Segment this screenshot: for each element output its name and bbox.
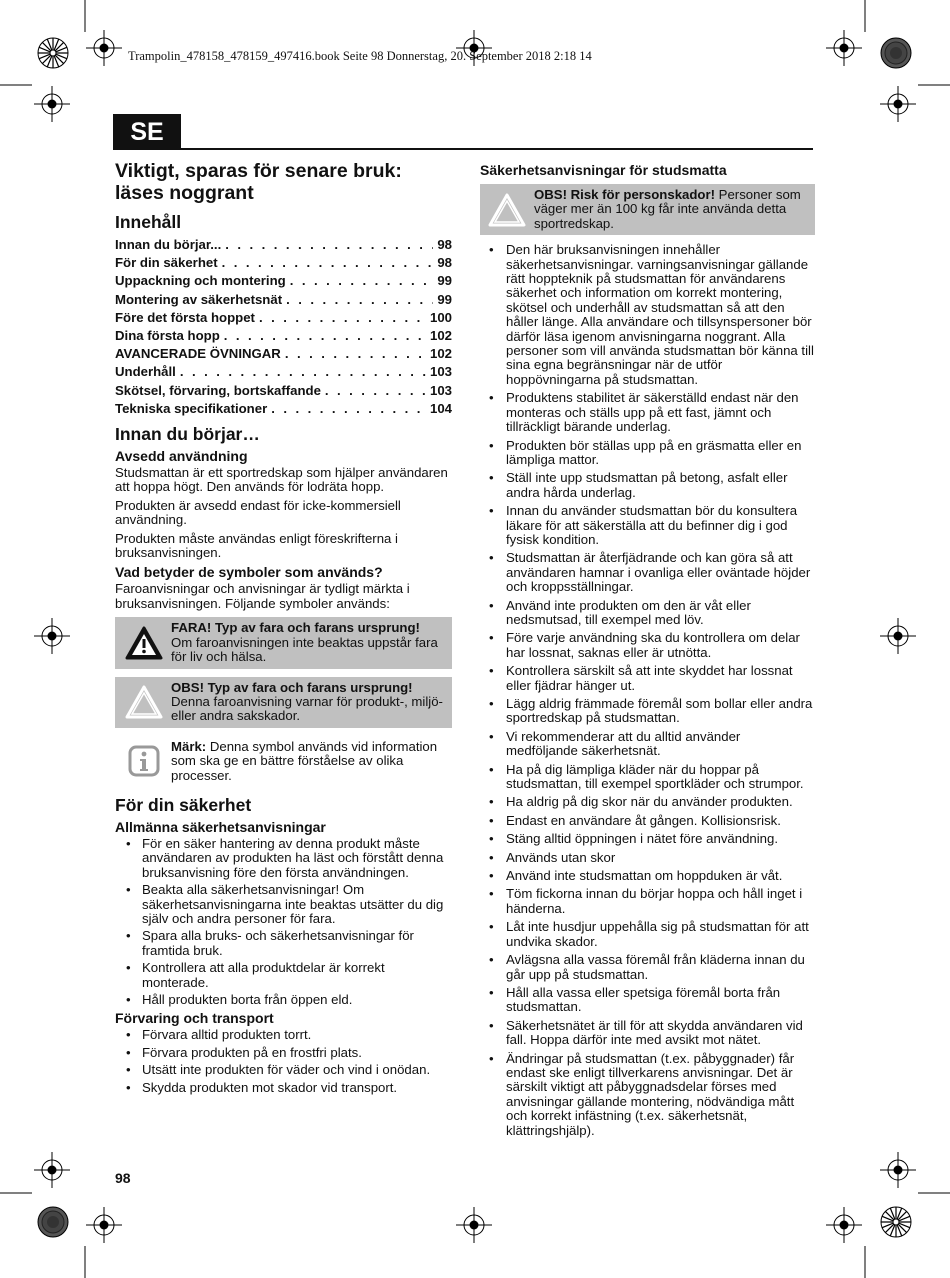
- warning-text: Personer som väger mer än 100 kg får inte använda detta sportredskap.: [534, 187, 801, 231]
- list-item: • Kontrollera att alla produktdelar är korrekt monterade.: [115, 961, 452, 990]
- list-item: • Lägg aldrig främmade föremål som bollar eller andra sportredskap på studsmattan.: [480, 697, 815, 726]
- list-item: • Används utan skor: [480, 851, 815, 865]
- danger-lead: FARA! Typ av fara och farans ursprung!: [171, 620, 420, 636]
- list-item: • Produkten bör ställas upp på en gräsmatta eller en lämpliga mattor.: [480, 439, 815, 468]
- right-column: [480, 160, 815, 1142]
- trampoline-safety-heading: Säkerhetsanvisningar för studsmatta: [480, 162, 727, 178]
- language-tag: SE: [113, 114, 181, 150]
- toc-entry-title: Innan du börjar...: [115, 237, 222, 252]
- toc-leader-dots: [285, 345, 426, 363]
- toc-entry-title: Uppackning och montering: [115, 273, 286, 289]
- danger-warning-icon: [121, 621, 167, 664]
- toc-entry-title: Underhåll: [115, 364, 176, 380]
- list-item: • Kontrollera särskilt så att inte skyddet har lossnat eller fjädrar hänger ut.: [480, 664, 815, 693]
- list-item: • Ha på dig lämpliga kläder när du hoppar på studsmattan, till exempel sportkläder och strumpor.: [480, 763, 815, 792]
- toc-entry-title: Dina första hopp: [115, 328, 220, 344]
- toc-leader-dots: [180, 363, 426, 381]
- list-item: • Stäng alltid öppningen i nätet före användning.: [480, 832, 815, 846]
- list-item: • Produktens stabilitet är säkerställd endast när den monteras och ställs upp på ett fast, jämnt och tillräckligt bärande underlag.: [480, 391, 815, 434]
- header-rule: [113, 148, 813, 150]
- list-item: • Skydda produkten mot skador vid transport.: [115, 1081, 452, 1095]
- toc-leader-dots: [222, 254, 434, 272]
- list-item: • Den här bruksanvisningen innehåller säkerhetsanvisningar. varningsanvisningar gällande rätt hoppteknik på studsmattan för användarens säkerhet och information om korrekt montering, skötsel och underhåll av studsmattan så att den håller länge. Alla användare och tillsynspersoner bör därför läsa igenom anvisningarna noggrant. Alla personer som vill använda studsmattan bör känna till sina egna begränsningar när de utför hoppövningarna på studsmattan.: [480, 243, 815, 387]
- left-column: [115, 160, 452, 1098]
- toc-entry-page: 104: [429, 400, 452, 416]
- list-item: • För en säker hantering av denna produkt måste användaren av produkten ha läst och förstått denna bruksanvisning före den första användningen.: [115, 837, 452, 880]
- toc-entry: [115, 236, 452, 254]
- toc-heading: Innehåll: [115, 212, 182, 232]
- toc-leader-dots: [259, 309, 426, 327]
- page-number: 98: [115, 1170, 131, 1186]
- toc-entry-title: Skötsel, förvaring, bortskaffande: [115, 382, 321, 398]
- list-item: • Endast en användare åt gången. Kollisionsrisk.: [480, 814, 815, 828]
- toc-leader-dots: [286, 291, 433, 309]
- list-item: • Avlägsna alla vassa föremål från kläderna innan du går upp på studsmattan.: [480, 953, 815, 982]
- intended-use-text: Produkten är avsedd endast för icke-kommersiell användning.: [115, 497, 401, 528]
- note-lead: Märk:: [171, 738, 207, 754]
- weight-warning-notice: [480, 184, 815, 235]
- toc-entry-title: AVANCERADE ÖVNINGAR: [115, 346, 281, 362]
- trampoline-safety-list: [480, 243, 815, 1138]
- print-slug: Trampolin_478158_478159_497416.book Seite 98 Donnerstag, 20. September 2018 2:18 14: [128, 49, 592, 63]
- toc-entry-title: För din säkerhet: [115, 255, 218, 271]
- toc-entry-page: 103: [429, 382, 452, 398]
- list-item: • Håll produkten borta från öppen eld.: [115, 993, 452, 1007]
- toc-entry: [115, 400, 452, 418]
- list-item: • Använd inte studsmattan om hoppduken är våt.: [480, 869, 815, 883]
- list-item: • Ändringar på studsmattan (t.ex. påbyggnader) får endast ske enligt tillverkarens anvisningar. Det är särskilt viktigt att påbyggnadsdelar förses med anvisningar gällande montering, nödvändiga mått och korrekt infästning (t.ex. säkerhetsnät, klättringshjälp).: [480, 1052, 815, 1138]
- intended-use-heading: Avsedd användning: [115, 448, 248, 465]
- toc-entry-page: 100: [429, 309, 452, 325]
- toc-entry: [115, 291, 452, 309]
- intended-use-text: Studsmattan är ett sportredskap som hjälper användaren att hoppa högt. Den används för lodräta hopp.: [115, 465, 448, 495]
- toc-leader-dots: [290, 272, 434, 290]
- caution-warning-icon: [121, 681, 167, 724]
- info-note: [115, 736, 452, 787]
- symbols-intro: Faroanvisningar och anvisningar är tydligt märkta i bruksanvisningen. Följande symboler används:: [115, 581, 410, 611]
- list-item: • Beakta alla säkerhetsanvisningar! Om säkerhetsanvisningarna inte beaktas utsätter du dig själv och andra personer för fara.: [115, 883, 452, 926]
- list-item: • Töm fickorna innan du börjar hoppa och håll inget i händerna.: [480, 887, 815, 916]
- table-of-contents: [115, 236, 452, 418]
- caution-warning-icon: [484, 188, 530, 231]
- caution-text: Denna faroanvisning varnar för produkt-, miljö- eller andra sakskador.: [171, 693, 443, 724]
- toc-entry-page: 99: [437, 291, 452, 307]
- symbols-heading: Vad betyder de symboler som används?: [115, 564, 383, 581]
- toc-entry-page: 98: [437, 255, 452, 271]
- toc-entry: [115, 363, 452, 381]
- list-item: • Håll alla vassa eller spetsiga föremål borta från studsmattan.: [480, 986, 815, 1015]
- toc-entry: [115, 254, 452, 272]
- safety-heading: För din säkerhet: [115, 794, 252, 815]
- toc-leader-dots: [225, 236, 433, 254]
- list-item: • Säkerhetsnätet är till för att skydda användaren vid fall. Hoppa därför inte med avsikt mot nätet.: [480, 1019, 815, 1048]
- toc-entry-page: 102: [429, 328, 452, 344]
- info-icon: [121, 740, 167, 783]
- list-item: • Spara alla bruks- och säkerhetsanvisningar för framtida bruk.: [115, 929, 452, 958]
- toc-entry: [115, 272, 452, 290]
- toc-leader-dots: [325, 382, 426, 400]
- list-item: • Låt inte husdjur uppehålla sig på studsmattan för att undvika skador.: [480, 920, 815, 949]
- list-item: • Förvara alltid produkten torrt.: [115, 1028, 452, 1042]
- list-item: • Före varje användning ska du kontrollera om delar har lossnat, saknas eller är utnötta.: [480, 631, 815, 660]
- page-title: Viktigt, sparas för senare bruk: läses noggrant: [115, 160, 402, 204]
- toc-leader-dots: [224, 327, 426, 345]
- general-safety-list: [115, 837, 452, 1007]
- list-item: • Innan du använder studsmattan bör du konsultera läkare för att säkerställa att du befinner dig i god fysisk kondition.: [480, 504, 815, 547]
- intended-use-text: Produkten måste användas enligt föreskrifterna i bruksanvisningen.: [115, 530, 398, 561]
- list-item: • Förvara produkten på en frostfri plats.: [115, 1046, 452, 1060]
- toc-entry-title: Före det första hoppet: [115, 309, 255, 325]
- toc-entry-title: Tekniska specifikationer: [115, 400, 268, 416]
- toc-entry-page: 102: [429, 346, 452, 362]
- caution-lead: OBS! Typ av fara och farans ursprung!: [171, 679, 413, 695]
- warning-lead: OBS! Risk för personskador!: [534, 187, 715, 202]
- list-item: • Studsmattan är återfjädrande och kan göra så att användaren hamnar i ovanliga eller oväntade höjder och kroppsställningar.: [480, 551, 815, 594]
- toc-entry-title: Montering av säkerhetsnät: [115, 291, 283, 307]
- note-text: Denna symbol används vid information som ska ge en bättre förståelse av olika processer.: [171, 738, 438, 783]
- danger-notice: [115, 617, 452, 668]
- toc-entry-page: 99: [437, 273, 452, 289]
- danger-text: Om faroanvisningen inte beaktas uppstår fara för liv och hälsa.: [171, 634, 438, 665]
- toc-entry-page: 103: [429, 364, 452, 380]
- intro-heading: Innan du börjar…: [115, 424, 260, 445]
- list-item: • Vi rekommenderar att du alltid använder medföljande säkerhetsnät.: [480, 730, 815, 759]
- storage-heading: Förvaring och transport: [115, 1010, 274, 1027]
- list-item: • Använd inte produkten om den är våt eller nedsmutsad, till exempel med löv.: [480, 599, 815, 628]
- caution-notice: [115, 677, 452, 728]
- toc-leader-dots: [271, 400, 426, 418]
- general-safety-heading: Allmänna säkerhetsanvisningar: [115, 818, 326, 835]
- list-item: • Ha aldrig på dig skor när du använder produkten.: [480, 795, 815, 809]
- toc-entry: [115, 345, 452, 363]
- toc-entry: [115, 382, 452, 400]
- list-item: • Ställ inte upp studsmattan på betong, asfalt eller andra hårda underlag.: [480, 471, 815, 500]
- toc-entry-page: 98: [437, 237, 452, 252]
- list-item: • Utsätt inte produkten för väder och vind i onödan.: [115, 1063, 452, 1077]
- storage-list: [115, 1028, 452, 1095]
- toc-entry: [115, 309, 452, 327]
- toc-entry: [115, 327, 452, 345]
